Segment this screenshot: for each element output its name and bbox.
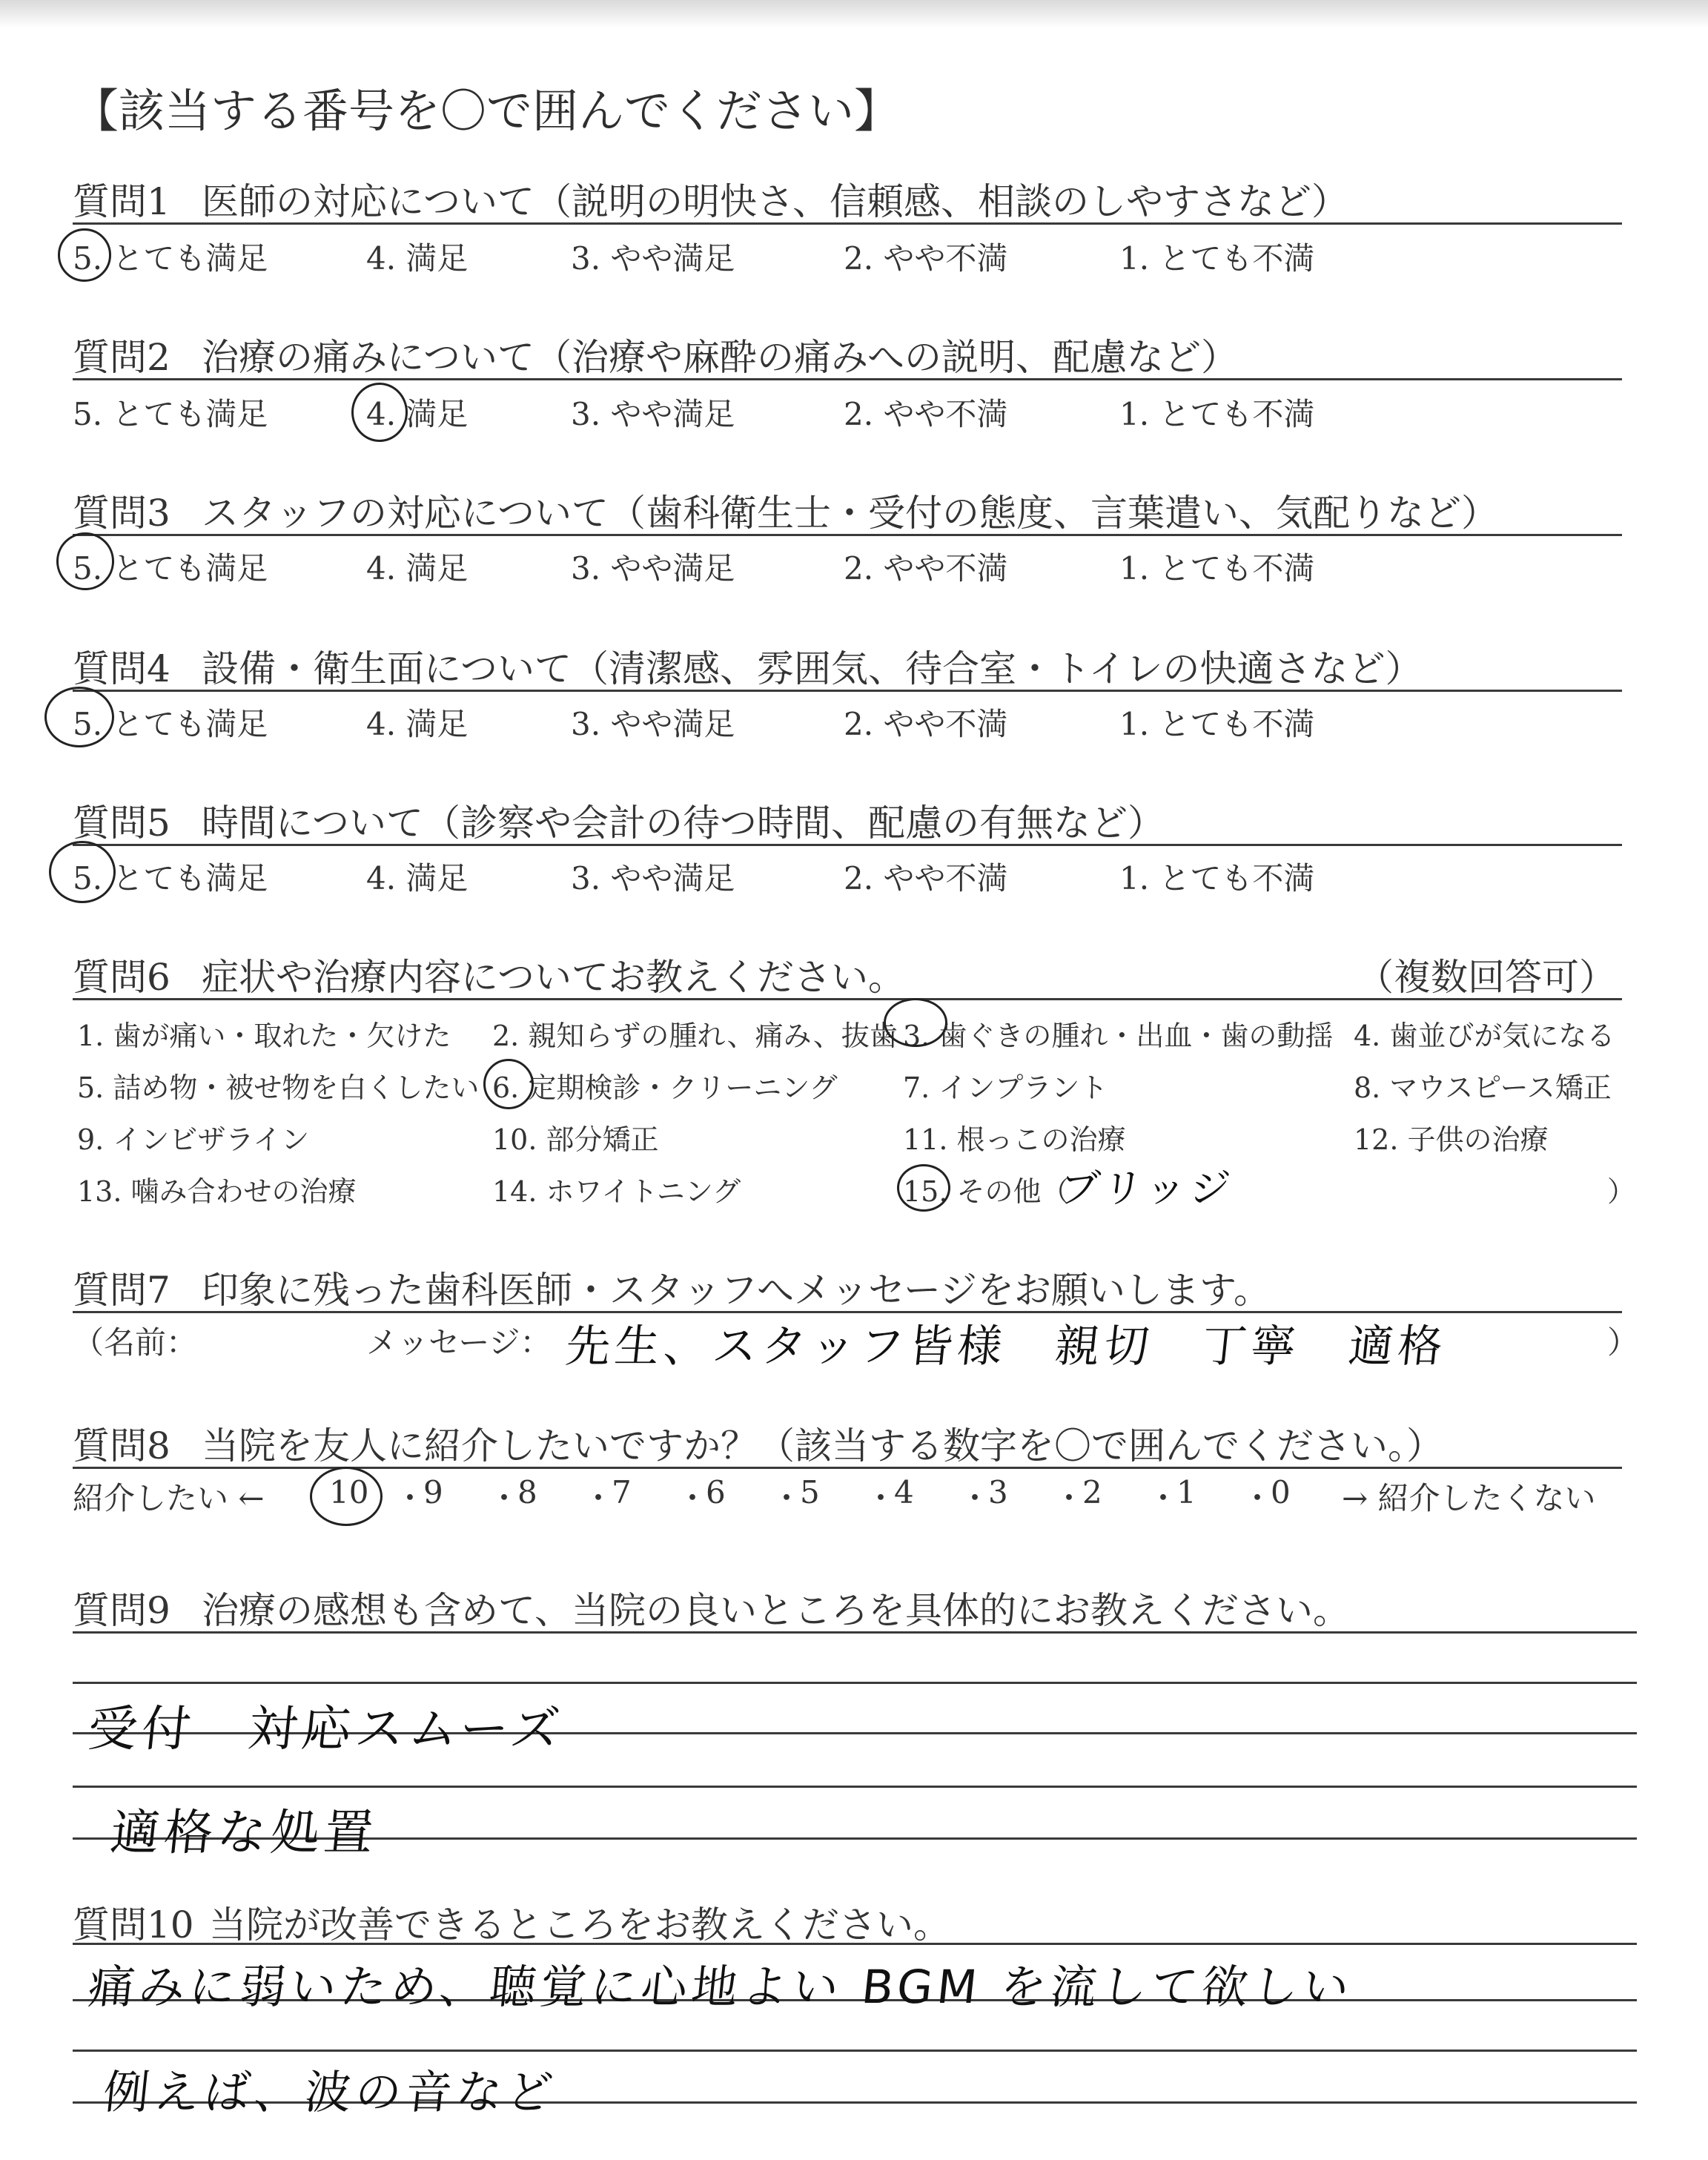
q2-selected-circle	[351, 383, 408, 442]
q7-text: 印象に残った歯科医師・スタッフへメッセージをお願いします。	[202, 1269, 1271, 1312]
q8-rule	[73, 1467, 1622, 1469]
q1-option-1[interactable]: 1. とても不満	[1119, 240, 1315, 277]
q10-label: 質問10	[73, 1903, 194, 1946]
q6-other-text[interactable]: ブリッジ	[1057, 1165, 1237, 1212]
q2-option-2[interactable]: 2. やや不満	[844, 396, 1008, 432]
q7-message-text[interactable]: 先生、スタッフ皆様 親切 丁寧 適格	[563, 1321, 1450, 1373]
q4-rule	[73, 690, 1622, 692]
q8-scale-separator: ・	[394, 1480, 426, 1516]
q1-label: 質問1	[73, 180, 171, 223]
q10-rule-1	[73, 1943, 1637, 1945]
q10-text: 当院が改善できるところをお教えください。	[209, 1903, 950, 1946]
q5-option-2[interactable]: 2. やや不満	[844, 860, 1008, 896]
q9-text: 治療の感想も含めて、当院の良いところを具体的にお教えください。	[202, 1589, 1350, 1632]
q4-option-2[interactable]: 2. やや不満	[844, 706, 1008, 742]
q9-answer-line-1[interactable]: 受付 対応スムーズ	[85, 1700, 567, 1757]
q1-option-5[interactable]: 5. とても満足	[73, 240, 268, 277]
q6-option-15[interactable]: 15. その他（	[903, 1175, 1070, 1208]
q6-option-11[interactable]: 11. 根っこの治療	[903, 1123, 1126, 1156]
q3-label: 質問3	[73, 492, 171, 535]
q5-option-5[interactable]: 5. とても満足	[73, 860, 268, 896]
q2-rule	[73, 378, 1622, 380]
q2-option-3[interactable]: 3. やや満足	[571, 396, 735, 432]
q5-rule	[73, 844, 1622, 846]
q5-selected-circle	[49, 841, 116, 903]
q4-option-1[interactable]: 1. とても不満	[1119, 706, 1315, 742]
q6-option-7[interactable]: 7. インプラント	[903, 1071, 1108, 1104]
q8-right-label: → 紹介したくない	[1342, 1480, 1596, 1516]
q6-option-2[interactable]: 2. 親知らずの腫れ、痛み、抜歯	[492, 1020, 898, 1052]
q3-option-4[interactable]: 4. 満足	[366, 550, 469, 587]
q7-close-paren: ）	[1607, 1324, 1639, 1361]
q5-label: 質問5	[73, 802, 171, 845]
q6-option-10[interactable]: 10. 部分矯正	[492, 1123, 659, 1156]
q8-scale-separator: ・	[677, 1480, 709, 1516]
q4-selected-circle	[44, 687, 114, 747]
q8-scale-separator: ・	[489, 1480, 520, 1516]
q8-scale-2[interactable]: 2	[1082, 1474, 1102, 1510]
q7-message-label: メッセージ：	[366, 1324, 552, 1361]
q6-option-6[interactable]: 6. 定期検診・クリーニング	[492, 1071, 838, 1104]
q9-rule-4	[73, 1786, 1637, 1788]
q4-option-3[interactable]: 3. やや満足	[571, 706, 735, 742]
q8-scale-separator: ・	[1053, 1480, 1085, 1516]
q6-option-8[interactable]: 8. マウスピース矯正	[1354, 1071, 1612, 1104]
q3-option-5[interactable]: 5. とても満足	[73, 550, 268, 587]
q8-scale-3[interactable]: 3	[988, 1474, 1008, 1510]
q5-option-4[interactable]: 4. 満足	[366, 860, 469, 896]
q6-option-9[interactable]: 9. インビザライン	[77, 1123, 310, 1156]
q9-label: 質問9	[73, 1589, 171, 1632]
q3-rule	[73, 534, 1622, 536]
q1-rule	[73, 222, 1622, 225]
q8-scale-separator: ・	[1148, 1480, 1179, 1516]
q6-option-4[interactable]: 4. 歯並びが気になる	[1354, 1020, 1615, 1052]
q9-answer-line-2[interactable]: 適格な処置	[107, 1804, 381, 1861]
q9-rule-2	[73, 1682, 1637, 1684]
q1-option-4[interactable]: 4. 満足	[366, 240, 469, 277]
q10-answer-line-1[interactable]: 痛みに弱いため、聴覚に心地よい BGM を流して欲しい	[85, 1960, 1357, 2014]
q6-rule	[73, 998, 1622, 1000]
q3-option-3[interactable]: 3. やや満足	[571, 550, 735, 587]
q1-option-3[interactable]: 3. やや満足	[571, 240, 735, 277]
q5-option-1[interactable]: 1. とても不満	[1119, 860, 1315, 896]
q2-text: 治療の痛みについて（治療や麻酔の痛みへの説明、配慮など）	[202, 336, 1238, 379]
q8-scale-separator: ・	[771, 1480, 803, 1516]
q2-option-1[interactable]: 1. とても不満	[1119, 396, 1315, 432]
q2-option-4[interactable]: 4. 満足	[366, 396, 469, 432]
q2-label: 質問2	[73, 336, 171, 379]
q6-text: 症状や治療内容についてお教えください。	[202, 956, 905, 999]
q6-option-3[interactable]: 3. 歯ぐきの腫れ・出血・歯の動揺	[903, 1020, 1334, 1052]
q8-scale-8[interactable]: 8	[517, 1474, 537, 1510]
q8-scale-5[interactable]: 5	[800, 1474, 820, 1510]
q8-scale-7[interactable]: 7	[612, 1474, 632, 1510]
q3-text: スタッフの対応について（歯科衛生士・受付の態度、言葉遣い、気配りなど）	[202, 492, 1498, 535]
q8-scale-1[interactable]: 1	[1176, 1474, 1196, 1510]
q8-scale-9[interactable]: 9	[423, 1474, 443, 1510]
q4-text: 設備・衛生面について（清潔感、雰囲気、待合室・トイレの快適さなど）	[202, 647, 1423, 690]
q3-option-2[interactable]: 2. やや不満	[844, 550, 1008, 587]
q8-scale-separator: ・	[959, 1480, 991, 1516]
q6-note: （複数回答可）	[1357, 956, 1616, 999]
q8-scale-separator: ・	[583, 1480, 615, 1516]
q2-option-5[interactable]: 5. とても満足	[73, 396, 268, 432]
q6-label: 質問6	[73, 956, 171, 999]
q1-selected-circle	[58, 228, 111, 282]
q6-option-13[interactable]: 13. 噛み合わせの治療	[77, 1175, 357, 1208]
q10-answer-line-2[interactable]: 例えば、波の音など	[100, 2065, 560, 2119]
q6-option-14[interactable]: 14. ホワイトニング	[492, 1175, 741, 1208]
q8-text: 当院を友人に紹介したいですか？（該当する数字を〇で囲んでください。）	[202, 1424, 1443, 1467]
q6-option-1[interactable]: 1. 歯が痛い・取れた・欠けた	[77, 1020, 451, 1052]
q4-option-5[interactable]: 5. とても満足	[73, 706, 268, 742]
q8-left-label: 紹介したい ←	[73, 1480, 265, 1516]
q8-scale-separator: ・	[865, 1480, 897, 1516]
q7-name-label: （名前：	[73, 1324, 198, 1361]
q3-option-1[interactable]: 1. とても不満	[1119, 550, 1315, 587]
q6-other-close-paren: ）	[1607, 1175, 1636, 1208]
q8-scale-4[interactable]: 4	[894, 1474, 914, 1510]
q9-rule-1	[73, 1631, 1637, 1634]
q8-scale-separator: ・	[1242, 1480, 1274, 1516]
q10-rule-3	[73, 2050, 1637, 2052]
q8-selected-circle	[310, 1467, 383, 1526]
q8-scale-0[interactable]: 0	[1271, 1474, 1291, 1510]
q3-selected-circle	[56, 532, 114, 590]
q5-text: 時間について（診察や会計の待つ時間、配慮の有無など）	[202, 802, 1165, 845]
q6-option-5[interactable]: 5. 詰め物・被せ物を白くしたい	[77, 1071, 480, 1104]
q6-selected-circle-6	[483, 1059, 534, 1109]
q7-label: 質問7	[73, 1269, 171, 1312]
q6-option-12[interactable]: 12. 子供の治療	[1354, 1123, 1549, 1156]
q5-option-3[interactable]: 3. やや満足	[571, 860, 735, 896]
q6-selected-circle-3	[884, 998, 947, 1047]
q8-scale-10[interactable]: 10	[329, 1474, 369, 1510]
q4-label: 質問4	[73, 647, 171, 690]
form-title: 【該当する番号を〇で囲んでください】	[73, 84, 901, 138]
q6-selected-circle-15	[897, 1164, 950, 1212]
q1-text: 医師の対応について（説明の明快さ、信頼感、相談のしやすさなど）	[202, 180, 1348, 223]
q8-scale-6[interactable]: 6	[706, 1474, 726, 1510]
q4-option-4[interactable]: 4. 満足	[366, 706, 469, 742]
q1-option-2[interactable]: 2. やや不満	[844, 240, 1008, 277]
q8-label: 質問8	[73, 1424, 171, 1467]
